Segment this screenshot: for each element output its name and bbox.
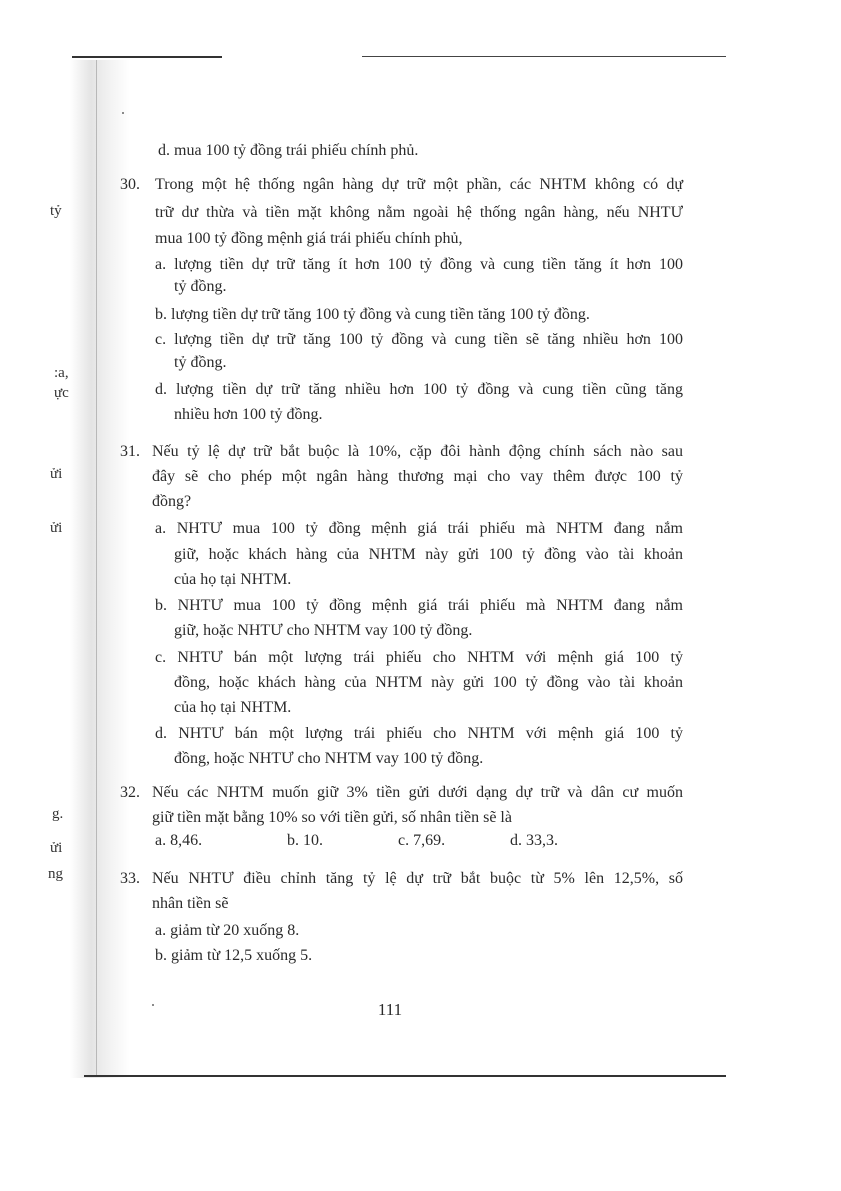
option-c-line: của họ tại NHTM. [174, 699, 292, 716]
question-text-line: trữ dư thừa và tiền mặt không nằm ngoài hệ thống ngân hàng, nếu NHTƯ [155, 204, 683, 221]
header-rule-left [72, 56, 222, 58]
option-c-line: c. lượng tiền dự trữ tăng 100 tỷ đồng và cung tiền sẽ tăng nhiều hơn 100 [155, 331, 683, 348]
page-binding-shadow [70, 60, 130, 1078]
question-text-line: đây sẽ cho phép một ngân hàng thương mại cho vay thêm được 100 tỷ [152, 468, 683, 485]
option-d-line: nhiều hơn 100 tỷ đồng. [174, 406, 323, 423]
margin-fragment: ửi [50, 520, 63, 536]
question-text-line: Nếu các NHTM muốn giữ 3% tiền gửi dưới dạng dự trữ và dân cư muốn [152, 784, 683, 801]
margin-fragment: ửi [50, 466, 63, 482]
question-number: 33. [120, 870, 140, 887]
option-a-line: a. lượng tiền dự trữ tăng ít hơn 100 tỷ đồng và cung tiền tăng ít hơn 100 [155, 256, 683, 273]
option-a-line: giữ, hoặc khách hàng của NHTM này gửi 100 tỷ đồng vào tài khoản [174, 546, 683, 563]
question-number: 31. [120, 443, 140, 460]
question-text-line: đồng? [152, 493, 192, 510]
option-a-line: a. giảm từ 20 xuống 8. [155, 922, 300, 939]
question-text-line: nhân tiền sẽ [152, 895, 229, 912]
answer-options-row [155, 832, 675, 852]
option-a: a. 8,46. [155, 832, 203, 849]
option-b-line: b. lượng tiền dự trữ tăng 100 tỷ đồng và cung tiền tăng 100 tỷ đồng. [155, 306, 590, 323]
option-b-line: b. NHTƯ mua 100 tỷ đồng mệnh giá trái phiếu mà NHTM đang nắm [155, 597, 683, 614]
margin-fragment: :a, [54, 365, 69, 381]
margin-fragment: ng [48, 866, 63, 882]
option-a-line: của họ tại NHTM. [174, 571, 292, 588]
footer-rule [84, 1075, 726, 1077]
question-text-line: Nếu tỷ lệ dự trữ bắt buộc là 10%, cặp đôi hành động chính sách nào sau [152, 443, 683, 460]
option-b-line: giữ, hoặc NHTƯ cho NHTM vay 100 tỷ đồng. [174, 622, 473, 639]
question-text-line: mua 100 tỷ đồng mệnh giá trái phiếu chính phủ, [155, 230, 463, 247]
binding-line [96, 60, 97, 1075]
option-a-line: tỷ đồng. [174, 278, 227, 295]
page-number: 111 [377, 1000, 403, 1019]
option-c: c. 7,69. [398, 832, 446, 849]
option-d-line: đồng, hoặc NHTƯ cho NHTM vay 100 tỷ đồng. [174, 750, 484, 767]
option-b-line: b. giảm từ 12,5 xuống 5. [155, 947, 313, 964]
question-number: 32. [120, 784, 140, 801]
option-a-line: a. NHTƯ mua 100 tỷ đồng mệnh giá trái phiếu mà NHTM đang nắm [155, 520, 683, 537]
margin-fragment: tỷ [50, 203, 62, 219]
margin-fragment: g. [52, 806, 64, 822]
question-text-line: Trong một hệ thống ngân hàng dự trữ một phần, các NHTM không có dự [155, 176, 683, 193]
option-c-line: c. NHTƯ bán một lượng trái phiếu cho NHTM với mệnh giá 100 tỷ [155, 649, 683, 666]
q29-option-d: d. mua 100 tỷ đồng trái phiếu chính phủ. [158, 142, 419, 159]
question-text-line: giữ tiền mặt bằng 10% so với tiền gửi, số nhân tiền sẽ là [152, 809, 512, 826]
scan-speck [122, 112, 124, 114]
option-d-line: d. lượng tiền dự trữ tăng nhiều hơn 100 tỷ đồng và cung tiền cũng tăng [155, 381, 683, 398]
margin-fragment: ực [54, 385, 69, 401]
option-d: d. 33,3. [510, 832, 558, 849]
header-rule-right [362, 56, 726, 57]
option-c-line: tỷ đồng. [174, 354, 227, 371]
margin-fragment: ửi [50, 840, 63, 856]
option-b: b. 10. [287, 832, 323, 849]
question-text-line: Nếu NHTƯ điều chỉnh tăng tỷ lệ dự trữ bắt buộc từ 5% lên 12,5%, số [152, 870, 683, 887]
option-d-line: d. NHTƯ bán một lượng trái phiếu cho NHTM với mệnh giá 100 tỷ [155, 725, 683, 742]
option-c-line: đồng, hoặc khách hàng của NHTM này gửi 100 tỷ đồng vào tài khoản [174, 674, 683, 691]
question-number: 30. [120, 176, 140, 193]
